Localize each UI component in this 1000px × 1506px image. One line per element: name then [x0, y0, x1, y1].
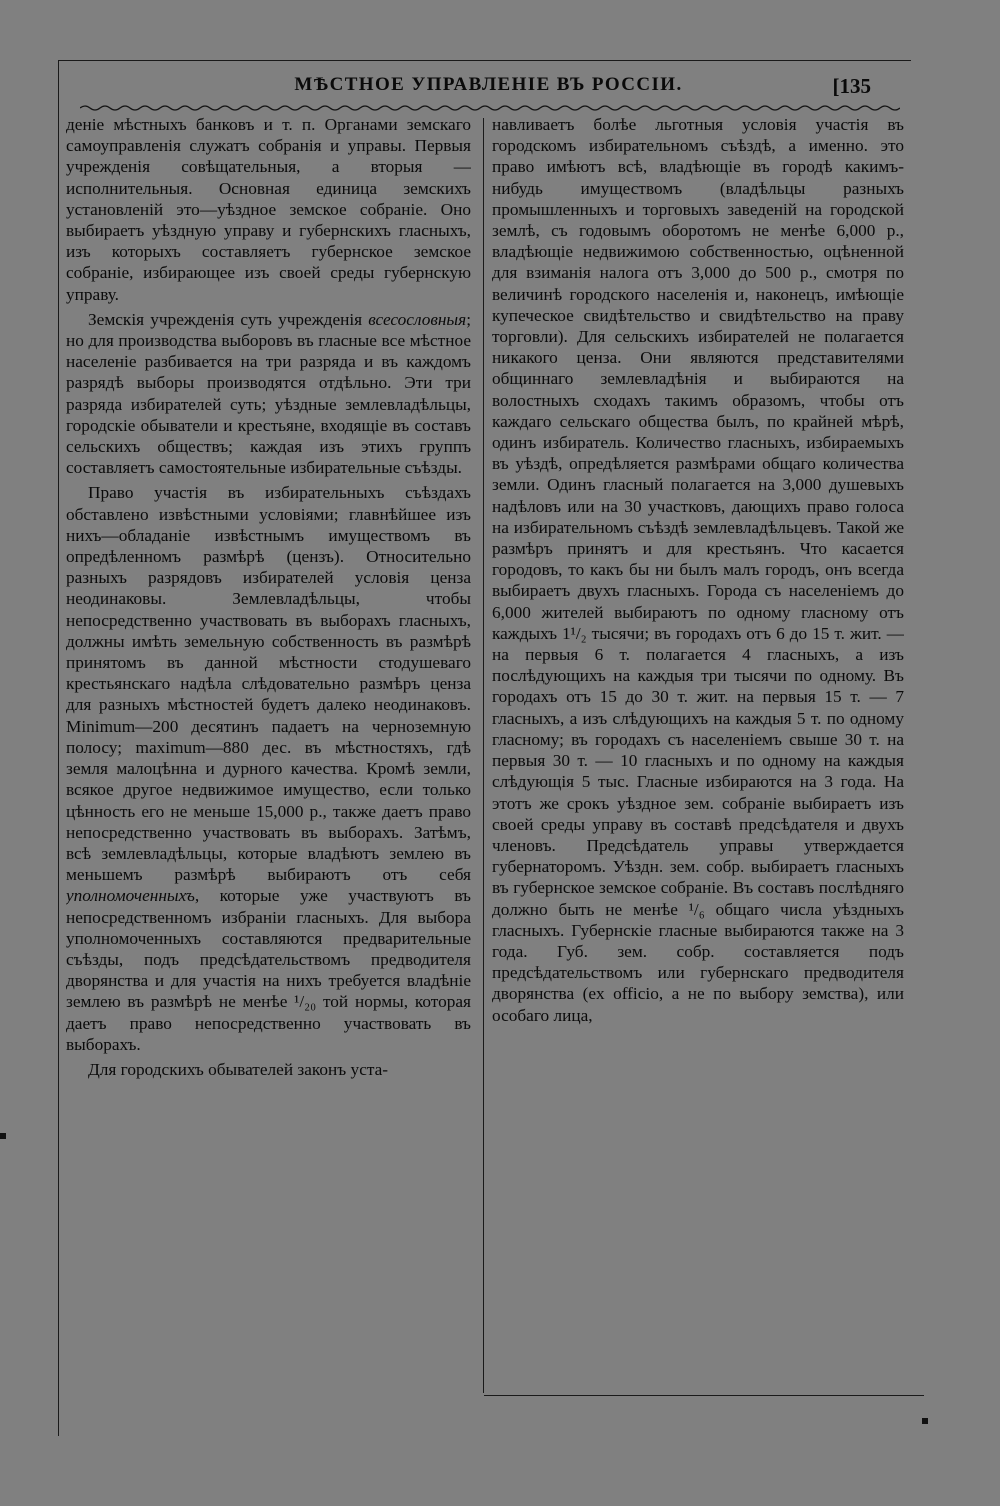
- emphasis: всесословныя: [368, 309, 467, 329]
- emphasis: уполномоченныхъ: [66, 886, 195, 906]
- column-divider: [483, 118, 484, 1393]
- text-run: , которые уже участвуютъ въ непосредственномъ избраніи гласныхъ. Для выбора уполномоченныхъ составляются предварительные съѣзды, подъ предсѣдательствомъ предводителя дворянства и для участія на нихъ требуется владѣніе землею въ размѣрѣ не менѣе ¹/₂₀ той нормы, которая даетъ право непосредственно участвовать въ выборахъ.: [66, 886, 471, 1054]
- paragraph: деніе мѣстныхъ банковъ и т. п. Органами земскаго самоуправленія служатъ собранія и управы. Первыя учрежденія совѣщательныя, а вторыя — исполнительныя. Основная единица земскихъ установленій это—уѣздное земское собраніе. Оно выбираетъ уѣздную управу и губернскихъ гласныхъ, изъ которыхъ составляетъ губернское земское собраніе, избирающее изъ своей среды губернскую управу.: [66, 115, 471, 304]
- page-header: [66, 72, 911, 106]
- scan-mark: [0, 1133, 6, 1139]
- running-title: МѢСТНОЕ УПРАВЛЕНІЕ ВЪ РОССІИ.: [294, 74, 683, 95]
- bottom-rule: [484, 1395, 924, 1396]
- text-run: Земскія учрежденія суть учрежденія: [88, 309, 369, 329]
- scan-mark: [922, 1418, 928, 1424]
- right-column: [492, 114, 904, 1389]
- page-number: [135: [832, 74, 871, 98]
- text-run: ; но для производства выборовъ въ гласные все мѣстное населеніе разбивается на три разряда и въ каждомъ разрядѣ выборы производятся отдѣльно. Эти три разряда избирателей суть; уѣздные землевладѣльцы, городскіе обыватели и крестьяне, входящіе въ составъ сельскихъ обществъ; каждая изъ этихъ группъ составляетъ самостоятельные избирательные съѣзды.: [66, 309, 471, 478]
- paragraph: [66, 309, 471, 479]
- left-column: [66, 114, 471, 1389]
- paragraph: Для городскихъ обывателей законъ уста-: [88, 1059, 389, 1079]
- wavy-rule: [80, 103, 900, 113]
- paragraph: навливаетъ болѣе льготныя условія участія въ городскомъ избирательномъ съѣздѣ, а именно. это право имѣютъ всѣ, владѣющіе въ городѣ какимъ-нибудь имуществомъ (владѣльцы разныхъ промышленныхъ и торговыхъ заведеній на городской землѣ, съ годовымъ оборотомъ не менѣе 6,000 р., владѣющіе недвижимою собственностью, оцѣненной для взиманія налога отъ 3,000 до 500 р., смотря по величинѣ городского населенія и, наконецъ, имѣющіе купеческое свидѣтельство и свидѣтельство на праву торговли). Для сельскихъ избирателей не полагается никакого ценза. Они являются представителями общиннаго землевладѣнія и выбираются на волостныхъ сходахъ такимъ образомъ, чтобы отъ каждаго сельскаго общества былъ, по крайней мѣрѣ, одинъ избиратель. Количество гласныхъ, избираемыхъ въ уѣздѣ, опредѣляется размѣрами общаго количества земли. Одинъ гласный полагается на 3,000 душевыхъ надѣловъ или на 30 участковъ, дающихъ право голоса на избирательномъ съѣздѣ землевладѣльцевъ. Такой же размѣръ принятъ и для крестьянъ. Что касается городовъ, то какъ бы ни былъ малъ городъ, онъ всегда выбираетъ двухъ гласныхъ. Города съ населеніемъ до 6,000 жителей выбираютъ по одному гласному отъ каждыхъ 1¹/₂ тысячи; въ городахъ отъ 6 до 15 т. жит. — на первыя 6 т. полагается 4 гласныхъ, а изъ послѣдующихъ на каждыя три тысячи по одному. Въ городахъ отъ 15 до 30 т. жит. на первыя 15 т. — 7 гласныхъ, а изъ слѣдующихъ на каждыя 5 т. по одному гласному; въ городахъ съ населеніемъ свыше 30 т. на первыя 30 т. — 10 гласныхъ и по одному на каждыя слѣдующія 5 тыс. Гласные избираются на 3 года. На этотъ же срокъ уѣздное зем. собраніе выбираетъ изъ своей среды управу въ составѣ предсѣдателя и двухъ членовъ. Предсѣдатель управы утверждается губернаторомъ. Уѣздн. зем. собр. выбираетъ гласныхъ въ губернское земское собраніе. Въ составъ послѣдняго должно быть не менѣе ¹/₆ общаго числа уѣздныхъ гласныхъ. Губернскіе гласные выбираются также на 3 года. Губ. зем. собр. составляется подъ предсѣдательствомъ или губернскаго предводителя дворянства (ex officio, а не по выбору земства), или особаго лица,: [492, 115, 904, 1025]
- paragraph: [66, 482, 471, 1054]
- text-run: Право участія въ избирательныхъ съѣздахъ обставлено извѣстными условіями; главнѣйшее изъ нихъ—обладаніе извѣстнымъ имуществомъ въ опредѣленномъ размѣрѣ (цензъ). Относительно разныхъ разрядовъ избирателей условія ценза неодинаковы. Землевладѣльцы, чтобы непосредственно участвовать въ выборахъ гласныхъ, должны имѣть земельную собственность въ размѣрѣ принятомъ въ данной мѣстности стодушеваго крестьянскаго надѣла слѣдовательно размѣръ ценза для разныхъ мѣстностей будетъ далеко неодинаковъ. Minimum—200 десятинъ падаетъ на черноземную полосу; maximum—880 дес. въ мѣстностяхъ, гдѣ земля малоцѣнна и дурного качества. Кромѣ земли, всякое другое недвижимое имущество, если только цѣнность его не меньше 15,000 р., также даетъ право непосредственно участвовать въ выборахъ. Затѣмъ, всѣ землевладѣльцы, которые владѣютъ землею въ меньшемъ размѣрѣ выбираютъ отъ себя: [66, 483, 471, 885]
